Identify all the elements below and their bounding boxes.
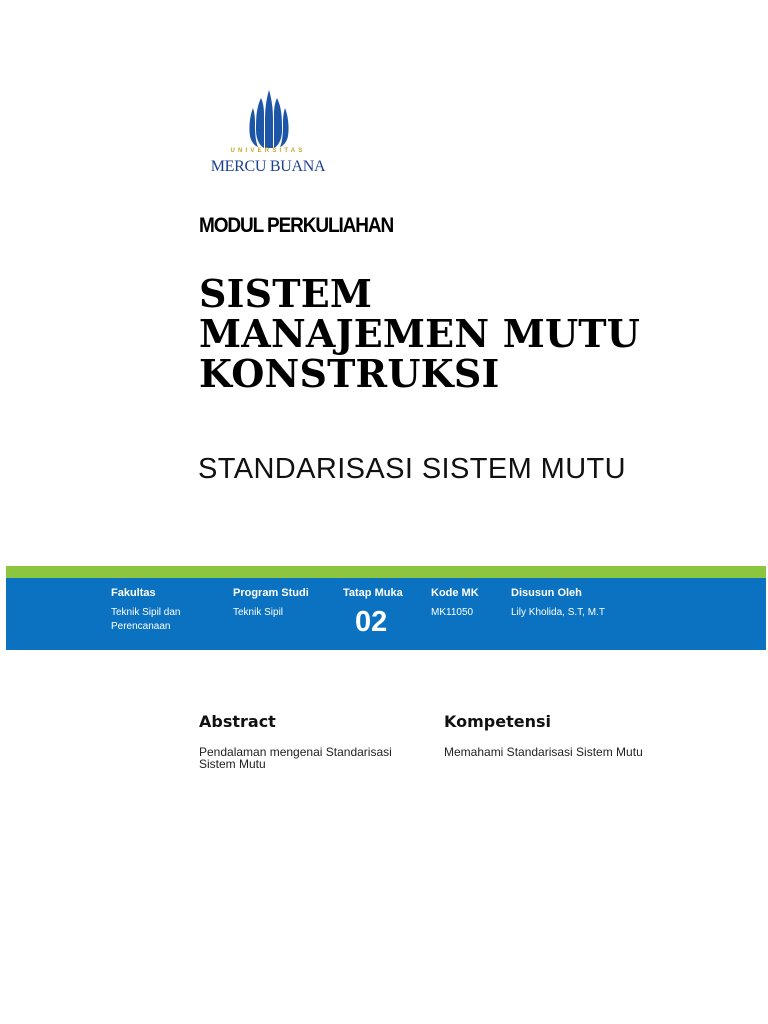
disusun-oleh-label: Disusun Oleh (511, 587, 582, 599)
accent-bar (6, 566, 766, 578)
abstract-text: Pendalaman mengenai Standarisasi Sistem Mutu (199, 745, 392, 771)
university-label: UNIVERSITAS (230, 148, 306, 154)
program-studi-label: Program Studi (233, 587, 309, 599)
fakultas-value-line: Teknik Sipil dan (111, 607, 181, 618)
fakultas-value (111, 606, 180, 634)
abstract-heading: Abstract (199, 712, 276, 731)
fakultas-label: Fakultas (111, 587, 156, 599)
program-studi-value: Teknik Sipil (233, 607, 284, 618)
university-name: MERCU BUANA (210, 158, 326, 175)
disusun-oleh-value: Lily Kholida, S.T, M.T (511, 607, 605, 618)
kode-mk-label: Kode MK (431, 587, 479, 599)
page-title (199, 271, 739, 396)
kode-mk-value: MK11050 (431, 607, 474, 618)
kompetensi-heading: Kompetensi (444, 712, 551, 731)
tatap-muka-label: Tatap Muka (343, 587, 403, 599)
tatap-muka-value: 02 (355, 606, 388, 638)
university-logo (200, 88, 336, 192)
page-subtitle: STANDARISASI SISTEM MUTU (198, 453, 626, 485)
mercu-buana-logo-icon (248, 90, 290, 148)
title-line: KONSTRUKSI (199, 351, 500, 396)
title-line: SISTEM (199, 271, 373, 316)
course-info-band (6, 578, 766, 650)
title-line: MANAJEMEN MUTU (199, 311, 641, 356)
kompetensi-text: Memahami Standarisasi Sistem Mutu (444, 745, 643, 759)
module-label: MODUL PERKULIAHAN (199, 214, 394, 238)
fakultas-value-line: Perencanaan (111, 621, 171, 632)
